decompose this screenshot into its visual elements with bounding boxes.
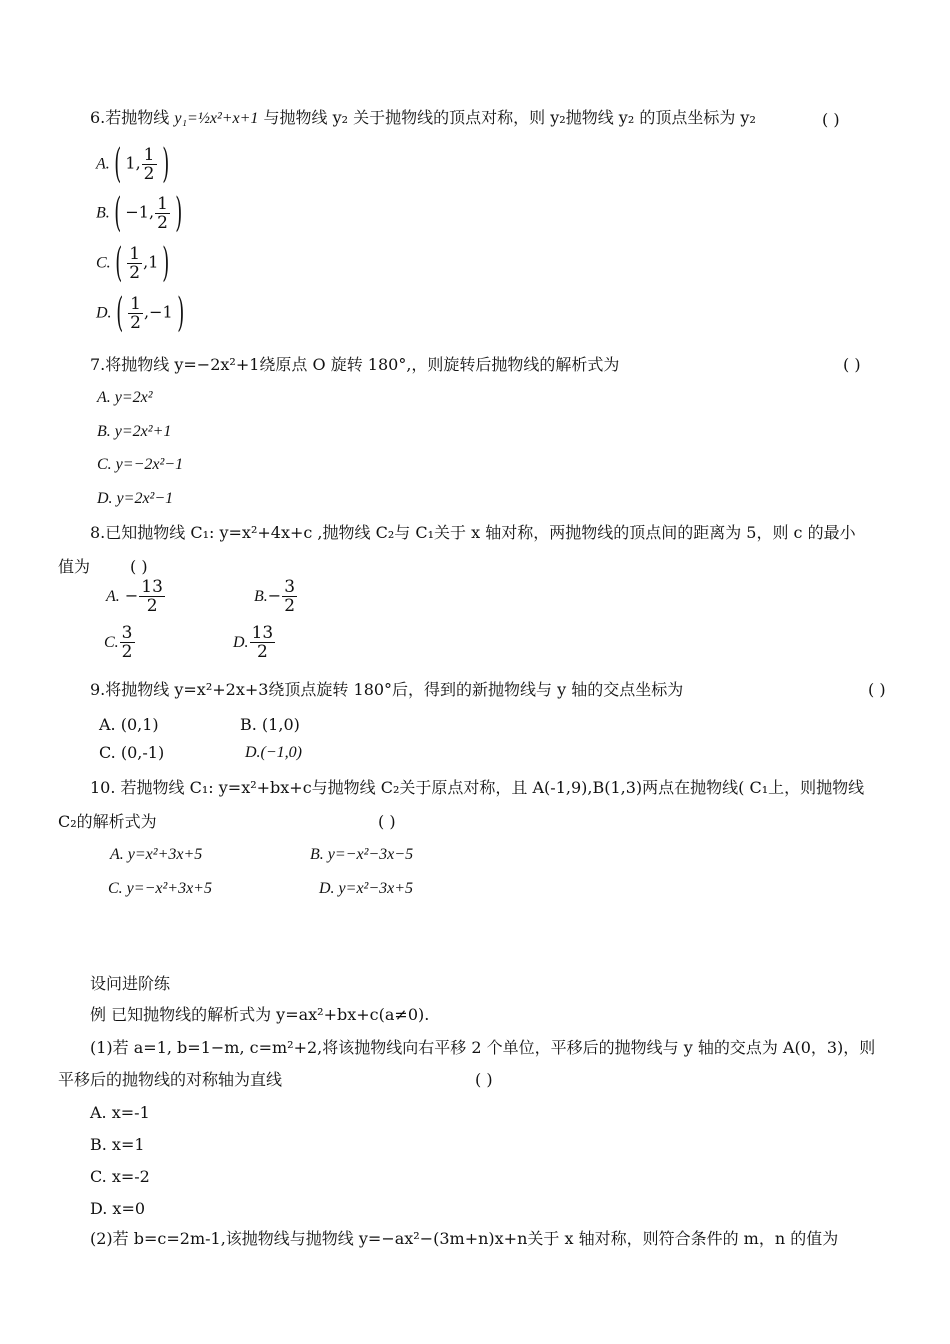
fraction: $\frac{1}{2}$ — [129, 243, 141, 283]
q6-option-d[interactable]: D. ( $\frac{1}{2}$ ,−1 ) — [96, 290, 185, 336]
q7-option-b[interactable]: B. y=2x²+1 — [97, 423, 172, 440]
option-value: 1 — [125, 153, 136, 173]
option-label: A. — [106, 588, 120, 605]
q10-bracket: ( ) — [378, 812, 396, 831]
option-value: −1 — [125, 202, 149, 222]
part2-line1: (2)若 b=c=2m-1,该抛物线与抛物线 y=−ax²−(3m+n)x+n关于 x 轴对称，则符合条件的 m，n 的值为 — [90, 1229, 839, 1248]
q7-option-d[interactable]: D. y=2x²−1 — [97, 490, 174, 507]
q6-option-b[interactable]: B. ( −1, $\frac{1}{2}$ ) — [96, 190, 183, 236]
fraction: $\frac{3}{2}$ — [284, 577, 296, 616]
q6-stem — [90, 108, 756, 129]
section-title: 设问进阶练 — [90, 974, 171, 993]
fraction: $\frac{3}{2}$ — [121, 623, 133, 662]
q9-bracket: ( ) — [868, 680, 886, 699]
part1-option-d[interactable]: D. x=0 — [90, 1199, 146, 1218]
q8-stem-line1: 8.已知抛物线 C₁: y=x²+4x+c ,抛物线 C₂与 C₁关于 x 轴对称，两抛物线的顶点间的距离为 5，则 c 的最小 — [90, 523, 856, 542]
part1-line1: (1)若 a=1, b=1−m, c=m²+2,将该抛物线向右平移 2 个单位，平移后的抛物线与 y 轴的交点为 A(0，3)，则 — [90, 1038, 876, 1057]
part1-option-c[interactable]: C. x=-2 — [90, 1167, 150, 1186]
q8-option-d[interactable] — [233, 624, 276, 661]
q8-option-a[interactable] — [106, 578, 166, 615]
q6-option-a[interactable]: A. ( 1, $\frac{1}{2}$ ) — [96, 141, 169, 187]
fraction: $\frac{13}{2}$ — [251, 623, 274, 662]
option-label: A. — [96, 155, 110, 173]
q6-bracket: ( ) — [822, 110, 840, 129]
q10-option-c[interactable]: C. y=−x²+3x+5 — [108, 880, 212, 897]
q10-option-d[interactable]: D. y=x²−3x+5 — [319, 880, 414, 897]
option-label: B. — [254, 588, 268, 605]
fraction: $\frac{1}{2}$ — [143, 144, 155, 184]
q8-option-c[interactable] — [104, 624, 136, 661]
option-label: C. — [96, 254, 111, 272]
q8-option-b[interactable] — [254, 578, 298, 615]
q10-stem-line2: C₂的解析式为 — [58, 812, 157, 831]
part1-option-b[interactable]: B. x=1 — [90, 1135, 145, 1154]
q8-stem-line2: 值为 — [58, 557, 91, 576]
part1-option-a[interactable]: A. x=-1 — [90, 1103, 150, 1122]
q9-option-d[interactable]: D.(−1,0) — [245, 744, 303, 761]
q6-option-c[interactable]: C. ( $\frac{1}{2}$ ,1 ) — [96, 240, 170, 286]
fraction: $\frac{13}{2}$ — [141, 577, 163, 616]
q7-option-c[interactable]: C. y=−2x²−1 — [97, 456, 184, 473]
option-value: −1 — [149, 302, 173, 322]
q6-suffix: 与抛物线 y₂ 关于抛物线的顶点对称，则 y₂抛物线 y₂ 的顶点坐标为 y₂ — [263, 108, 756, 127]
option-sign: − — [124, 586, 139, 605]
q7-stem: 7.将抛物线 y=−2x²+1绕原点 O 旋转 180°,，则旋转后抛物线的解析式为 — [90, 355, 620, 374]
option-label: D. — [96, 304, 112, 322]
q7-bracket: ( ) — [843, 355, 861, 374]
option-label: C. — [104, 634, 119, 651]
q10-stem-line1: 10. 若抛物线 C₁: y=x²+bx+c与抛物线 C₂关于原点对称，且 A(-1,9),B(1,3)两点在抛物线( C₁上，则抛物线 — [90, 778, 865, 797]
q9-option-b[interactable]: B. (1,0) — [240, 715, 300, 734]
q9-option-a[interactable]: A. (0,1) — [99, 715, 159, 734]
option-sign: − — [267, 586, 282, 605]
q6-formula: y₁=½x²+x+1 — [174, 110, 259, 127]
option-value: 1 — [148, 252, 159, 272]
q10-option-b[interactable]: B. y=−x²−3x−5 — [310, 846, 414, 863]
q10-option-a[interactable]: A. y=x²+3x+5 — [110, 846, 203, 863]
option-label: D. — [233, 634, 249, 651]
q8-bracket: ( ) — [130, 557, 148, 576]
example-stem: 例 已知抛物线的解析式为 y=ax²+bx+c(a≠0). — [90, 1005, 430, 1024]
part1-bracket: ( ) — [475, 1070, 493, 1089]
q9-option-c[interactable]: C. (0,-1) — [99, 743, 165, 762]
part1-line2: 平移后的抛物线的对称轴为直线 — [58, 1070, 283, 1089]
q9-stem: 9.将抛物线 y=x²+2x+3绕顶点旋转 180°后，得到的新抛物线与 y 轴的交点坐标为 — [90, 680, 684, 699]
fraction: $\frac{1}{2}$ — [130, 293, 141, 333]
fraction: $\frac{1}{2}$ — [157, 193, 168, 233]
q6-prefix: 6.若抛物线 — [90, 108, 170, 127]
q7-option-a[interactable]: A. y=2x² — [97, 389, 153, 406]
option-label: B. — [96, 204, 110, 222]
